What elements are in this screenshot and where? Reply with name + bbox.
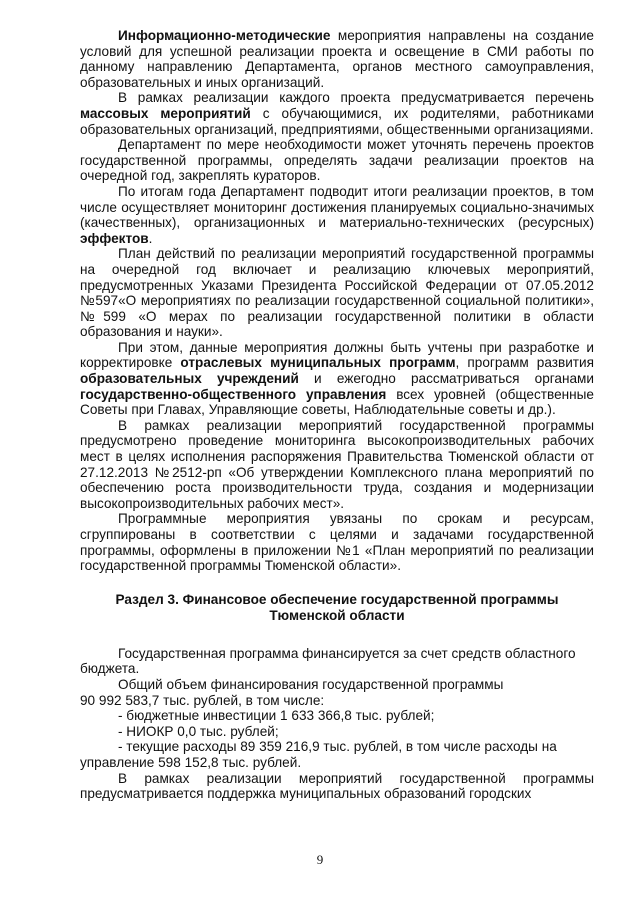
bold-text: отраслевых муниципальных программ xyxy=(180,355,456,371)
text-run: По итогам года Департамент подводит итоги реализации проектов, в том числе осуществляет мониторинг достижения планируемых социально-значимых (качественных), организационных и материально-технических (ресурсных) xyxy=(80,183,594,231)
paragraph-p5 xyxy=(80,246,594,340)
text-run: мероприятия направлены на создание условий для успешной реализации проекта и освещение в СМИ работы по данному направлению Департамента, органов местного самоуправления, образовательных и иных организаций. xyxy=(80,28,594,90)
finance-total-label: Общий объем финансирования государственной программы xyxy=(118,676,504,692)
paragraph-p1 xyxy=(80,28,594,90)
paragraph-p7 xyxy=(80,418,594,512)
finance-item: - НИОКР 0,0 тыс. рублей; xyxy=(118,723,279,739)
finance-item: - бюджетные инвестиции 1 633 366,8 тыс. рублей; xyxy=(118,708,435,724)
paragraph-p8 xyxy=(80,511,594,573)
document-body xyxy=(80,28,594,802)
body-paragraphs xyxy=(80,28,594,574)
bold-text: Информационно-методические xyxy=(118,28,331,43)
paragraph-p3 xyxy=(80,137,594,184)
bold-text: государственно-общественного управления xyxy=(80,386,387,402)
text-run: Программные мероприятия увязаны по срокам и ресурсам, сгруппированы в соответствии с целями и задачами государственной программы, оформлены в приложении №1 «План мероприятий по реализации государственной программы Тюменской области». xyxy=(80,511,594,574)
text-run: Департамент по мере необходимости может уточнять перечень проектов государственной программы, определять задачи реализации проектов на очередной год, закреплять кураторов. xyxy=(80,137,594,184)
finance-total-value: 90 992 583,7 тыс. рублей, в том числе: xyxy=(80,692,325,708)
text-run: всех уровней (общественные Советы при Главах, Управляющие советы, Наблюдательные советы и др.). xyxy=(80,386,594,418)
text-run: и ежегодно рассматриваться органами xyxy=(298,371,594,387)
text-run: В рамках реализации мероприятий государственной программы предусмотрено проведение мониторинга высокопроизводительных рабочих мест в целях исполнения распоряжения Правительства Тюменской области от 27.12.2013 №2512-рп «Об утверждении Комплексного плана мероприятий по обеспечению роста производительности труда, создания и модернизации высокопроизводительных рабочих мест». xyxy=(80,417,594,511)
section-heading-line2: Тюменской области xyxy=(269,607,405,623)
page-number: 9 xyxy=(316,852,324,867)
section-heading xyxy=(80,592,594,624)
finance-intro: Государственная программа финансируется за счет средств областного бюджета. xyxy=(80,645,576,677)
paragraph-p2 xyxy=(80,90,594,137)
bold-text: образовательных учреждений xyxy=(80,371,299,387)
bold-text: эффектов xyxy=(80,230,149,246)
text-run: . xyxy=(148,230,153,246)
text-run: , программ развития xyxy=(455,355,594,371)
text-run: При этом, данные мероприятия должны быть учтены при разработке и корректировке xyxy=(80,339,594,371)
finance-block xyxy=(80,646,594,771)
finance-item: - текущие расходы 89 359 216,9 тыс. рублей, в том числе расходы на управление 598 152,8 тыс. рублей. xyxy=(80,739,557,770)
text-run: План действий по реализации мероприятий государственной программы на очередной год включает и реализацию ключевых мероприятий, предусмотренных Указами Президента Российской Федерации от 07.05.2012 №597«О мероприятиях по реализации государственной социальной политики», №599 «О мерах по реализации государственной политики в области образования и науки». xyxy=(80,246,594,340)
paragraph-p4 xyxy=(80,184,594,246)
text-run: В рамках реализации каждого проекта предусматривается перечень xyxy=(118,90,594,106)
bold-text: массовых мероприятий xyxy=(80,105,251,121)
finance-closing: В рамках реализации мероприятий государственной программы предусматривается поддержка муниципальных образований городских xyxy=(80,770,594,802)
text-run: с обучающимися, их родителями, работниками образовательных организаций, предприятиями, общественными организациями. xyxy=(80,105,595,137)
paragraph-p6 xyxy=(80,340,594,418)
section-heading-line1: Раздел 3. Финансовое обеспечение государственной программы xyxy=(115,591,559,607)
